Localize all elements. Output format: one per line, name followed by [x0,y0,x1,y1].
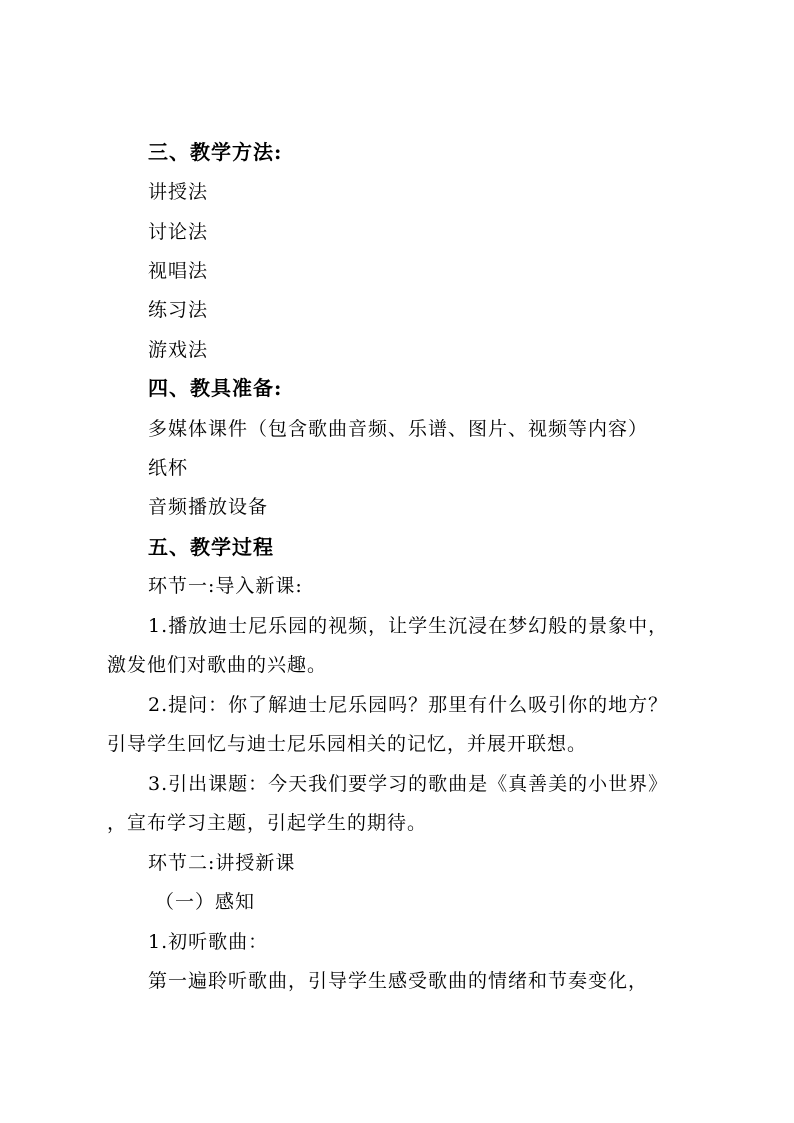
method-item-sightsinging: 视唱法 [148,260,209,282]
method-item-discussion: 讨论法 [148,221,209,243]
section5-heading: 五、教学过程 [148,535,274,559]
stage2-item1-title: 1.初听歌曲： [148,931,269,953]
stage2-sub1-title: （一）感知 [155,891,256,913]
equipment-item-multimedia: 多媒体课件（包含歌曲音频、乐谱、图片、视频等内容） [148,418,649,440]
section4-heading: 四、教具准备: [148,376,283,400]
method-item-practice: 练习法 [148,299,209,321]
stage1-paragraph3-line1: 3.引出课题：今天我们要学习的歌曲是《真善美的小世界》 [148,773,669,795]
stage1-paragraph3-line2: ，宣布学习主题，引起学生的期待。 [107,812,428,834]
stage1-paragraph1-line1: 1.播放迪士尼乐园的视频，让学生沉浸在梦幻般的景象中， [148,615,669,637]
stage1-paragraph2-line1: 2.提问：你了解迪士尼乐园吗？那里有什么吸引你的地方？ [148,694,669,716]
method-item-game: 游戏法 [148,339,209,361]
stage1-paragraph2-line2: 引导学生回忆与迪士尼乐园相关的记忆，并展开联想。 [107,733,588,755]
equipment-item-papercup: 纸杯 [148,457,189,479]
method-item-lecture: 讲授法 [148,181,209,203]
stage2-title: 环节二:讲授新课 [148,852,296,874]
section3-heading: 三、教学方法: [148,140,283,164]
stage1-title: 环节一:导入新课: [148,575,303,597]
equipment-item-audio-device: 音频播放设备 [148,496,269,518]
stage2-item1-description: 第一遍聆听歌曲，引导学生感受歌曲的情绪和节奏变化， [148,970,649,992]
stage1-paragraph1-line2: 激发他们对歌曲的兴趣。 [107,654,328,676]
